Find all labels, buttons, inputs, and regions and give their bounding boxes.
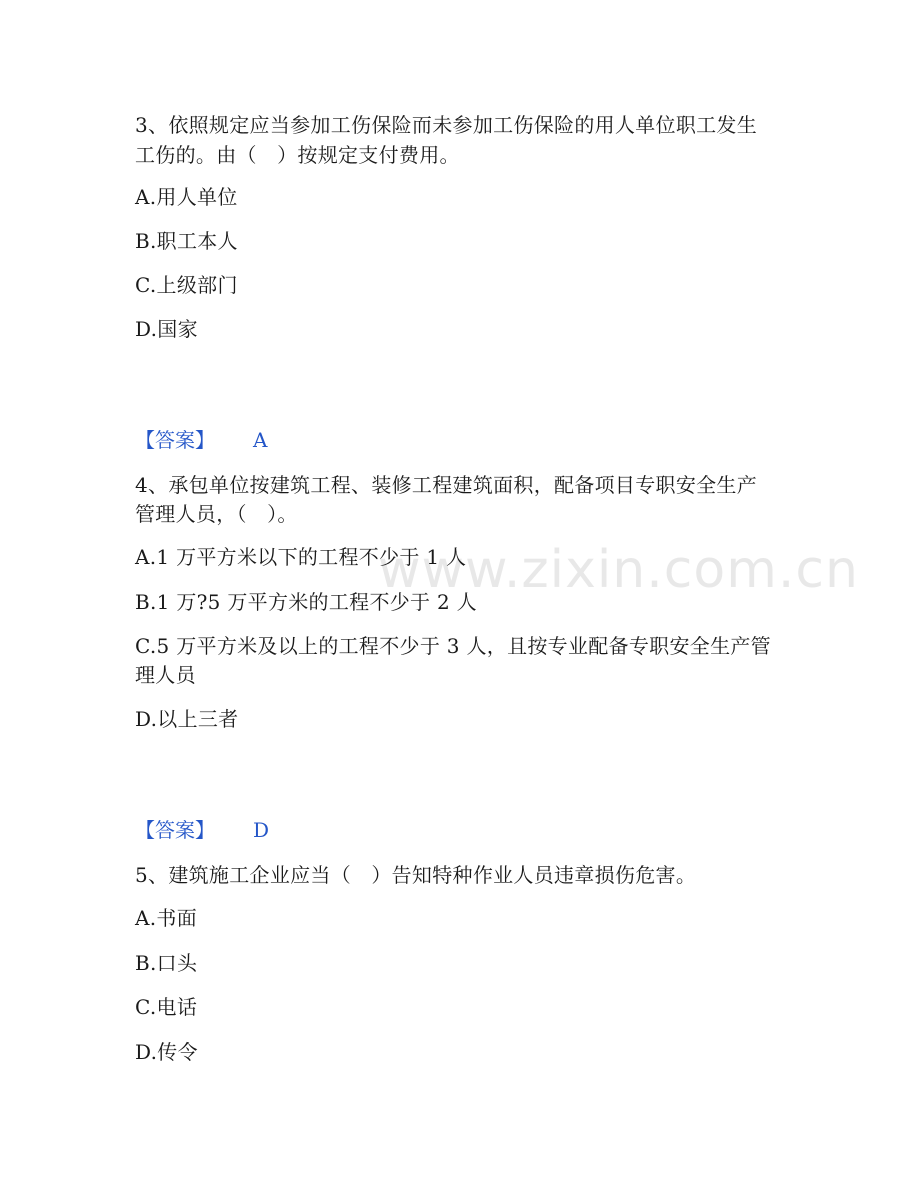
q4-option-b: B.1 万?5 万平方米的工程不少于 2 人: [135, 590, 477, 614]
q4-answer-value: D: [253, 818, 270, 842]
q4-option-c: C.5 万平方米及以上的工程不少于 3 人，且按专业配备专职安全生产管: [135, 634, 771, 658]
q3-option-c: C.上级部门: [135, 273, 238, 297]
q4-stem-line2: 管理人员，（ ）。: [135, 502, 298, 526]
q5-option-b: B.口头: [135, 951, 198, 975]
q4-stem-line1: 4、承包单位按建筑工程、装修工程建筑面积，配备项目专职安全生产: [135, 473, 758, 497]
q4-option-c-cont: 理人员: [135, 663, 196, 687]
q4-answer: [135, 816, 269, 844]
q3-answer-value: A: [253, 428, 268, 452]
q5-option-a: A.书面: [135, 906, 198, 930]
q4-option-a: A.1 万平方米以下的工程不少于 1 人: [135, 545, 467, 569]
q3-option-d: D.国家: [135, 317, 198, 341]
q3-answer-label: 【答案】: [135, 428, 215, 452]
q5-option-d: D.传令: [135, 1040, 198, 1064]
q5-stem-line1: 5、建筑施工企业应当（ ）告知特种作业人员违章损伤危害。: [135, 863, 697, 887]
q3-stem-line2: 工伤的。由（ ）按规定支付费用。: [135, 143, 460, 167]
q3-stem-line1: 3、依照规定应当参加工伤保险而未参加工伤保险的用人单位职工发生: [135, 113, 758, 137]
q4-answer-label: 【答案】: [135, 818, 215, 842]
q3-option-b: B.职工本人: [135, 229, 238, 253]
q3-answer: [135, 426, 267, 454]
watermark: www.zixin.com.cn: [378, 540, 859, 600]
q3-option-a: A.用人单位: [135, 185, 238, 209]
q4-option-d: D.以上三者: [135, 707, 239, 731]
q5-option-c: C.电话: [135, 995, 198, 1019]
